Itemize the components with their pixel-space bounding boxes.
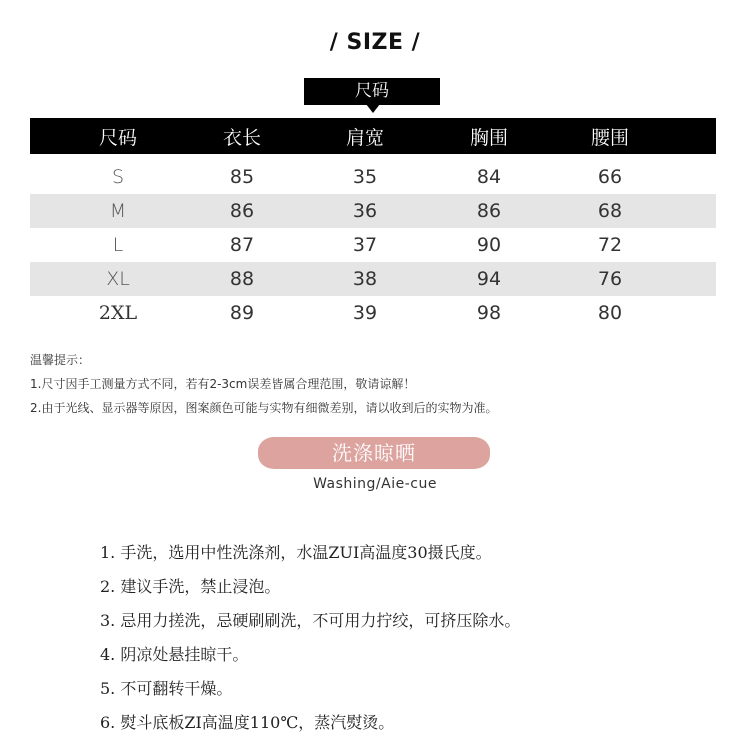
length-value: 85 bbox=[229, 166, 255, 188]
care-item: 6. 熨斗底板ZI高温度110℃，蒸汽熨烫。 bbox=[100, 713, 395, 732]
size-label: L bbox=[112, 234, 124, 256]
care-item: 4. 阴凉处悬挂晾干。 bbox=[100, 645, 249, 664]
chest-value: 90 bbox=[476, 234, 502, 256]
table-row bbox=[30, 228, 716, 262]
length-value: 86 bbox=[229, 200, 255, 222]
header-chest: 胸围 bbox=[469, 126, 508, 149]
tips-line: 1.尺寸因手工测量方式不同，若有2-3cm误差皆属合理范围，敬请谅解！ bbox=[30, 377, 416, 391]
care-item: 1. 手洗，选用中性洗涤剂，水温ZUI高温度30摄氏度。 bbox=[100, 543, 492, 562]
chest-value: 94 bbox=[476, 268, 502, 290]
length-value: 89 bbox=[229, 302, 255, 324]
washing-title-badge: 洗涤晾晒 bbox=[258, 437, 490, 469]
care-item: 2. 建议手洗，禁止浸泡。 bbox=[100, 577, 281, 596]
tips-line: 2.由于光线、显示器等原因，图案颜色可能与实物有细微差别，请以收到后的实物为准。 bbox=[30, 401, 498, 415]
table-row bbox=[30, 296, 716, 330]
waist-value: 76 bbox=[597, 268, 623, 290]
chest-value: 84 bbox=[476, 166, 502, 188]
header-waist: 腰围 bbox=[590, 126, 629, 149]
table-row bbox=[30, 262, 716, 296]
header-length: 衣长 bbox=[222, 126, 261, 149]
shoulder-value: 38 bbox=[352, 268, 378, 290]
care-instructions bbox=[100, 536, 520, 740]
waist-value: 72 bbox=[597, 234, 623, 256]
size-label: 2XL bbox=[98, 302, 138, 324]
waist-value: 68 bbox=[597, 200, 623, 222]
table-row bbox=[30, 194, 716, 228]
size-label: XL bbox=[106, 268, 130, 290]
header-shoulder: 肩宽 bbox=[345, 126, 384, 149]
size-label: M bbox=[109, 200, 127, 222]
care-item: 3. 忌用力搓洗，忌硬刷刷洗，不可用力拧绞，可挤压除水。 bbox=[100, 611, 521, 630]
header-size: 尺码 bbox=[98, 126, 137, 149]
tips-block bbox=[30, 348, 497, 420]
table-row bbox=[30, 160, 716, 194]
size-title: / SIZE / bbox=[329, 30, 421, 55]
tips-heading: 温馨提示： bbox=[30, 353, 91, 367]
waist-value: 80 bbox=[597, 302, 623, 324]
shoulder-value: 39 bbox=[352, 302, 378, 324]
size-tag: 尺码 bbox=[304, 78, 440, 105]
length-value: 87 bbox=[229, 234, 255, 256]
chest-value: 98 bbox=[476, 302, 502, 324]
size-label: S bbox=[111, 166, 125, 188]
care-item: 5. 不可翻转干燥。 bbox=[100, 679, 233, 698]
shoulder-value: 35 bbox=[352, 166, 378, 188]
size-tag-pointer bbox=[366, 104, 380, 113]
washing-subtitle: Washing/Aie-cue bbox=[313, 476, 437, 492]
waist-value: 66 bbox=[597, 166, 623, 188]
shoulder-value: 36 bbox=[352, 200, 378, 222]
length-value: 88 bbox=[229, 268, 255, 290]
chest-value: 86 bbox=[476, 200, 502, 222]
size-table-header bbox=[30, 118, 716, 154]
size-table bbox=[30, 118, 716, 324]
shoulder-value: 37 bbox=[352, 234, 378, 256]
